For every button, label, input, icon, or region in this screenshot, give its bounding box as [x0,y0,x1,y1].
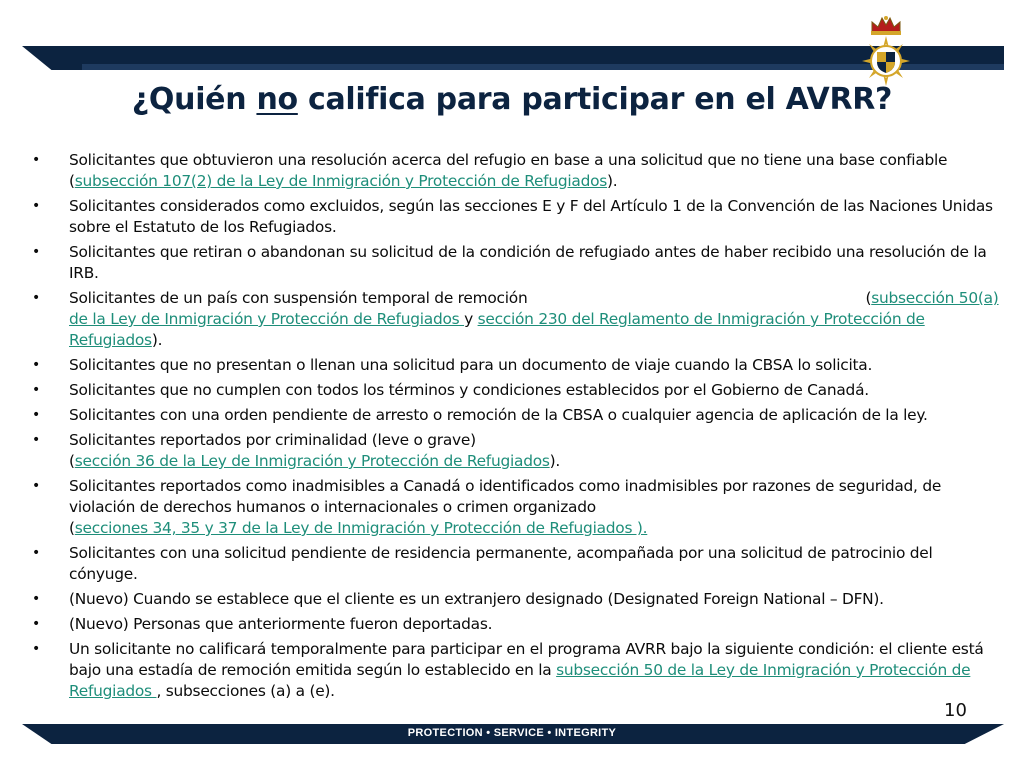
item-text: y [464,310,478,328]
item-text: (Nuevo) Personas que anteriormente fueron deportadas. [69,615,493,633]
footer-motto: PROTECTION • SERVICE • INTEGRITY [407,727,617,739]
list-item [32,476,1004,539]
bullet-icon: • [32,290,41,306]
item-link[interactable]: subsección 107(2) de la Ley de Inmigración y Protección de Refugiados [74,172,608,190]
item-text: Solicitantes que obtuvieron una resolución acerca del refugio en base a una solicitud que no tiene una base confiable ( [69,151,948,190]
item-text: ( [69,519,75,537]
bullet-icon: • [32,545,41,561]
item-text: Solicitantes que no cumplen con todos los términos y condiciones establecidos por el Gobierno de Canadá. [69,381,869,399]
bullet-icon: • [32,152,41,168]
title-text-end: califica para participar en el AVRR? [297,82,893,117]
item-text: Un solicitante no calificará temporalmente para participar en el programa AVRR bajo la siguiente condición: el cliente está bajo una estadía de remoción emitida según lo establecido en la [69,640,984,679]
item-text: ). [549,452,561,470]
list-item [32,430,1004,472]
item-text: ( [865,289,872,307]
cbsa-crest-icon [858,14,914,88]
page-number: 10 [944,700,967,721]
list-item [32,242,1004,284]
bullet-icon: • [32,382,41,398]
header-band [22,46,1004,70]
list-item [32,405,1004,426]
title-text-start: ¿Quién [131,82,257,117]
list-item [32,355,1004,376]
bullet-icon: • [32,591,41,607]
list-item [32,614,1004,635]
title-text-emphasis: no [256,82,298,117]
item-text: , subsecciones (a) a (e). [156,682,335,700]
list-item [32,543,1004,585]
criteria-list [32,150,1004,706]
item-text: Solicitantes reportados como inadmisibles a Canadá o identificados como inadmisibles por razones de seguridad, de violación de derechos humanos o internacionales o crimen organizado [69,477,942,516]
item-link[interactable]: subsección 50(a) de la Ley de Inmigración y Protección de Refugiados [69,289,999,328]
item-link[interactable]: subsección 50 de la Ley de Inmigración y Protección de Refugiados [69,661,971,700]
item-text: Solicitantes de un país con suspensión temporal de remoción [69,289,528,307]
bullet-icon: • [32,616,41,632]
item-text: Solicitantes reportados por criminalidad (leve o grave) [69,431,476,449]
list-item [32,589,1004,610]
item-link[interactable]: sección 36 de la Ley de Inmigración y Protección de Refugiados [74,452,550,470]
list-item [32,196,1004,238]
item-text: ( [69,452,75,470]
list-item [32,380,1004,401]
bullet-icon: • [32,407,41,423]
item-text: ). [607,172,618,190]
item-text: Solicitantes que no presentan o llenan una solicitud para un documento de viaje cuando la CBSA lo solicita. [69,356,873,374]
bullet-icon: • [32,432,41,448]
item-text: (Nuevo) Cuando se establece que el cliente es un extranjero designado (Designated Foreign National – DFN). [69,590,884,608]
bullet-icon: • [32,478,41,494]
item-text: Solicitantes con una solicitud pendiente de residencia permanente, acompañada por una solicitud de patrocinio del cónyuge. [69,544,933,583]
slide-title [0,82,1024,117]
list-item [32,639,1004,702]
item-text: Solicitantes que retiran o abandonan su solicitud de la condición de refugiado antes de haber recibido una resolución de la IRB. [69,243,987,282]
bullet-icon: • [32,357,41,373]
list-item [32,288,1004,351]
item-link[interactable]: secciones 34, 35 y 37 de la Ley de Inmigración y Protección de Refugiados ). [74,519,648,537]
bullet-icon: • [32,198,41,214]
bullet-icon: • [32,641,41,657]
bullet-icon: • [32,244,41,260]
item-link[interactable]: sección 230 del Reglamento de Inmigración y Protección de Refugiados [69,310,925,349]
item-text: Solicitantes con una orden pendiente de arresto o remoción de la CBSA o cualquier agencia de aplicación de la ley. [69,406,928,424]
item-text: ). [151,331,163,349]
list-item [32,150,1004,192]
item-text: Solicitantes considerados como excluidos, según las secciones E y F del Artículo 1 de la Convención de las Naciones Unidas sobre el Estatuto de los Refugiados. [69,197,993,236]
